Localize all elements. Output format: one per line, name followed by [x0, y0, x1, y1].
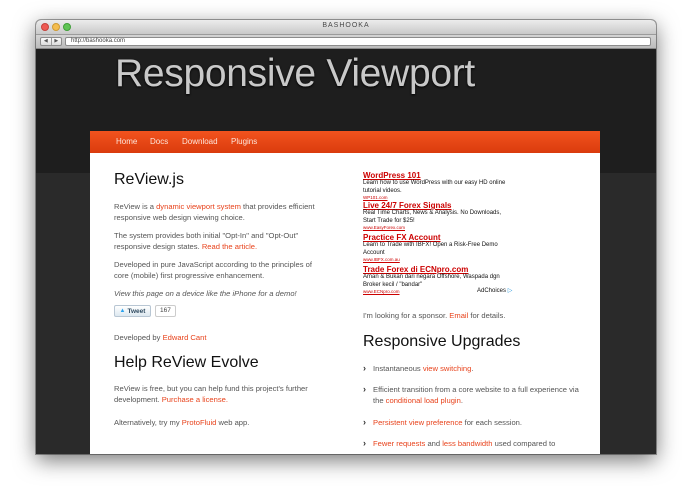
title-bar — [36, 20, 656, 35]
intro-text: ReView is a — [114, 202, 157, 211]
bullet-mid: and — [425, 439, 443, 448]
twitter-bird-icon: ▲ — [119, 308, 126, 314]
license-paragraph — [114, 383, 328, 405]
ad-desc: Real Time Charts, News & Analysis. No Downloads, Start Trade for $25! — [363, 210, 502, 224]
help-title: Help ReView Evolve — [114, 354, 259, 371]
hero-title: Responsive Viewport — [115, 52, 475, 95]
chevron-right-icon: › — [363, 384, 366, 394]
ad-url[interactable]: www.IBFX.com.au — [363, 257, 400, 262]
developer-credit — [114, 332, 328, 343]
window-title: BASHOOKA — [322, 22, 370, 29]
protofluid-link[interactable]: ProtoFluid — [181, 418, 217, 427]
tweet-count: 167 — [155, 305, 176, 317]
nav-item-home[interactable]: Home — [116, 137, 138, 146]
adchoices-label: AdChoices — [477, 288, 507, 294]
ad-url[interactable]: www.EasyForex.com — [363, 225, 406, 230]
states-paragraph — [114, 230, 328, 252]
chevron-right-icon: › — [363, 438, 366, 448]
sponsor-paragraph — [363, 310, 583, 321]
ad-title-ecnpro[interactable]: Trade Forex di ECNpro.com — [363, 265, 469, 274]
review-title: ReView.js — [114, 171, 184, 188]
intro-paragraph — [114, 201, 328, 223]
protofluid-text-end: web app. — [216, 418, 250, 427]
sponsor-text-end: for details. — [468, 311, 506, 320]
sponsor-text: I'm looking for a sponsor. — [363, 311, 450, 320]
bullet-end: used compared to — [492, 439, 556, 448]
states-text: The system provides both initial "Opt-In" and "Opt-Out" responsive design states. — [114, 231, 299, 251]
content-container — [90, 131, 600, 454]
developer-credit-text: Developed by — [114, 333, 163, 342]
ad-desc: Learn how to use WordPress with our easy HD online tutorial videos. — [363, 180, 506, 194]
nav-item-plugins[interactable]: Plugins — [231, 137, 258, 146]
license-text: ReView is free, but you can help fund this project's further development. — [114, 384, 308, 404]
bullet-end: . — [471, 364, 474, 373]
demo-hint: View this page on a device like the iPhone for a demo! — [114, 289, 297, 298]
bullet-end: for each session. — [462, 418, 522, 427]
ad-unit — [363, 233, 513, 263]
developed-paragraph: Developed in pure JavaScript according to the principles of core (mobile) first progressive enhancement. — [114, 260, 312, 280]
fewer-requests-link[interactable]: Fewer requests — [373, 439, 426, 448]
tweet-widget — [114, 305, 176, 317]
browser-window — [36, 20, 656, 454]
browser-toolbar — [36, 35, 656, 49]
ad-url[interactable]: www.ECNpro.com — [363, 289, 400, 294]
bullet-lead: Efficient transition from a core website to a full experience via the — [373, 385, 579, 405]
nav-item-docs[interactable]: Docs — [150, 137, 169, 146]
conditional-load-plugin-link[interactable]: conditional load plugin — [385, 396, 461, 405]
ad-unit — [363, 171, 513, 201]
less-bandwidth-link[interactable]: less bandwidth — [442, 439, 493, 448]
list-item — [363, 363, 583, 374]
persistent-view-link[interactable]: Persistent view preference — [373, 418, 463, 427]
intro-text-end: that provides efficient responsive web design viewing choice. — [114, 202, 315, 222]
view-switching-link[interactable]: view switching — [422, 364, 472, 373]
chevron-right-icon: › — [363, 417, 366, 427]
web-page — [36, 49, 656, 454]
email-link[interactable]: Email — [449, 311, 469, 320]
upgrades-title: Responsive Upgrades — [363, 333, 521, 350]
bullet-lead: Instantaneous — [373, 364, 423, 373]
bullet-text — [373, 417, 583, 428]
tweet-label: Tweet — [127, 307, 146, 315]
adchoices-icon: ▷ — [507, 288, 513, 294]
read-article-link[interactable]: Read the article. — [201, 242, 258, 251]
bullet-text — [373, 384, 583, 406]
forward-arrow-icon[interactable]: ▶ — [51, 38, 62, 45]
list-item — [363, 384, 583, 406]
ad-unit — [363, 201, 513, 231]
dynamic-viewport-link[interactable]: dynamic viewport system — [156, 202, 241, 211]
ad-desc: Aman & Bukan dari negara Offshore, Waspada dgn Broker kecil / "bandar" — [363, 274, 500, 288]
nav-buttons — [40, 37, 62, 46]
tweet-button[interactable] — [114, 305, 151, 317]
address-bar[interactable]: http://bashooka.com — [65, 37, 651, 46]
bullet-text — [373, 363, 583, 374]
list-item — [363, 417, 583, 428]
ad-title-wordpress[interactable]: WordPress 101 — [363, 171, 421, 180]
chevron-right-icon: › — [363, 363, 366, 373]
adchoices-badge[interactable] — [477, 287, 512, 294]
main-nav — [90, 131, 600, 153]
purchase-license-link[interactable]: Purchase a license. — [161, 395, 228, 404]
ad-title-forex-signals[interactable]: Live 24/7 Forex Signals — [363, 201, 452, 210]
protofluid-text: Alternatively, try my — [114, 418, 182, 427]
back-arrow-icon[interactable]: ◀ — [43, 38, 48, 44]
bullet-end: . — [460, 396, 463, 405]
bullet-text — [373, 438, 583, 449]
list-item — [363, 438, 583, 449]
ad-desc: Learn to Trade with IBFX! Open a Risk-Free Demo Account — [363, 242, 498, 256]
ad-title-practice-fx[interactable]: Practice FX Account — [363, 233, 441, 242]
edward-cant-link[interactable]: Edward Cant — [162, 333, 207, 342]
ad-url[interactable]: WP101.com — [363, 195, 388, 200]
protofluid-paragraph — [114, 417, 328, 428]
nav-item-download[interactable]: Download — [182, 137, 218, 146]
